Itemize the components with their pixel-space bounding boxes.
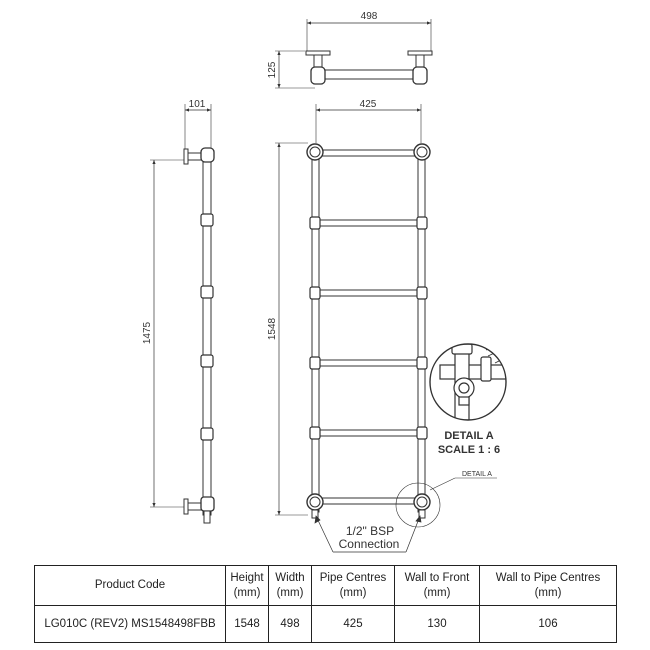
detail-a-scale: SCALE 1 : 6: [437, 444, 501, 456]
dimension-front-height-label: 1548: [267, 317, 278, 341]
cell-pipe-centres: 425: [312, 606, 395, 643]
dimension-top-width: [307, 11, 431, 23]
detail-callout-label: DETAIL A: [462, 471, 492, 478]
spec-table: [34, 565, 617, 643]
header-width: Width (mm): [269, 566, 312, 606]
table-row: [35, 606, 617, 643]
cell-width: 498: [269, 606, 312, 643]
dimension-top-depth: [267, 51, 279, 88]
header-product-code: Product Code: [35, 566, 226, 606]
front-view: [275, 104, 440, 527]
connection-label-line2: Connection: [338, 537, 400, 551]
spec-table-header-row: [35, 566, 617, 606]
side-view: [150, 104, 214, 523]
dimension-front-height: [267, 143, 279, 515]
cell-wall-to-pipe-centres: 106: [480, 606, 617, 643]
header-wall-to-front: Wall to Front (mm): [395, 566, 480, 606]
detail-a-view: [430, 340, 510, 420]
connection-label-line1: 1/2" BSP: [345, 524, 395, 538]
dimension-top-width-label: 498: [360, 11, 378, 22]
dimension-side-depth-label: 101: [188, 99, 206, 110]
detail-a-title: DETAIL A: [444, 430, 494, 442]
header-wall-to-pipe-centres: Wall to Pipe Centres (mm): [480, 566, 617, 606]
cell-height: 1548: [226, 606, 269, 643]
cell-product-code: LG010C (REV2) MS1548498FBB: [35, 606, 226, 643]
dimension-pipe-centres-label: 425: [359, 99, 377, 110]
dimension-side-depth: [185, 99, 211, 110]
header-height: Height (mm): [226, 566, 269, 606]
dimension-top-depth-label: 125: [267, 61, 278, 79]
cell-wall-to-front: 130: [395, 606, 480, 643]
detail-callout: [430, 471, 497, 490]
dimension-side-height: [142, 160, 154, 507]
header-pipe-centres: Pipe Centres (mm): [312, 566, 395, 606]
dimension-side-height-label: 1475: [142, 321, 153, 345]
top-view: [275, 19, 432, 88]
dimension-pipe-centres: [316, 99, 421, 110]
